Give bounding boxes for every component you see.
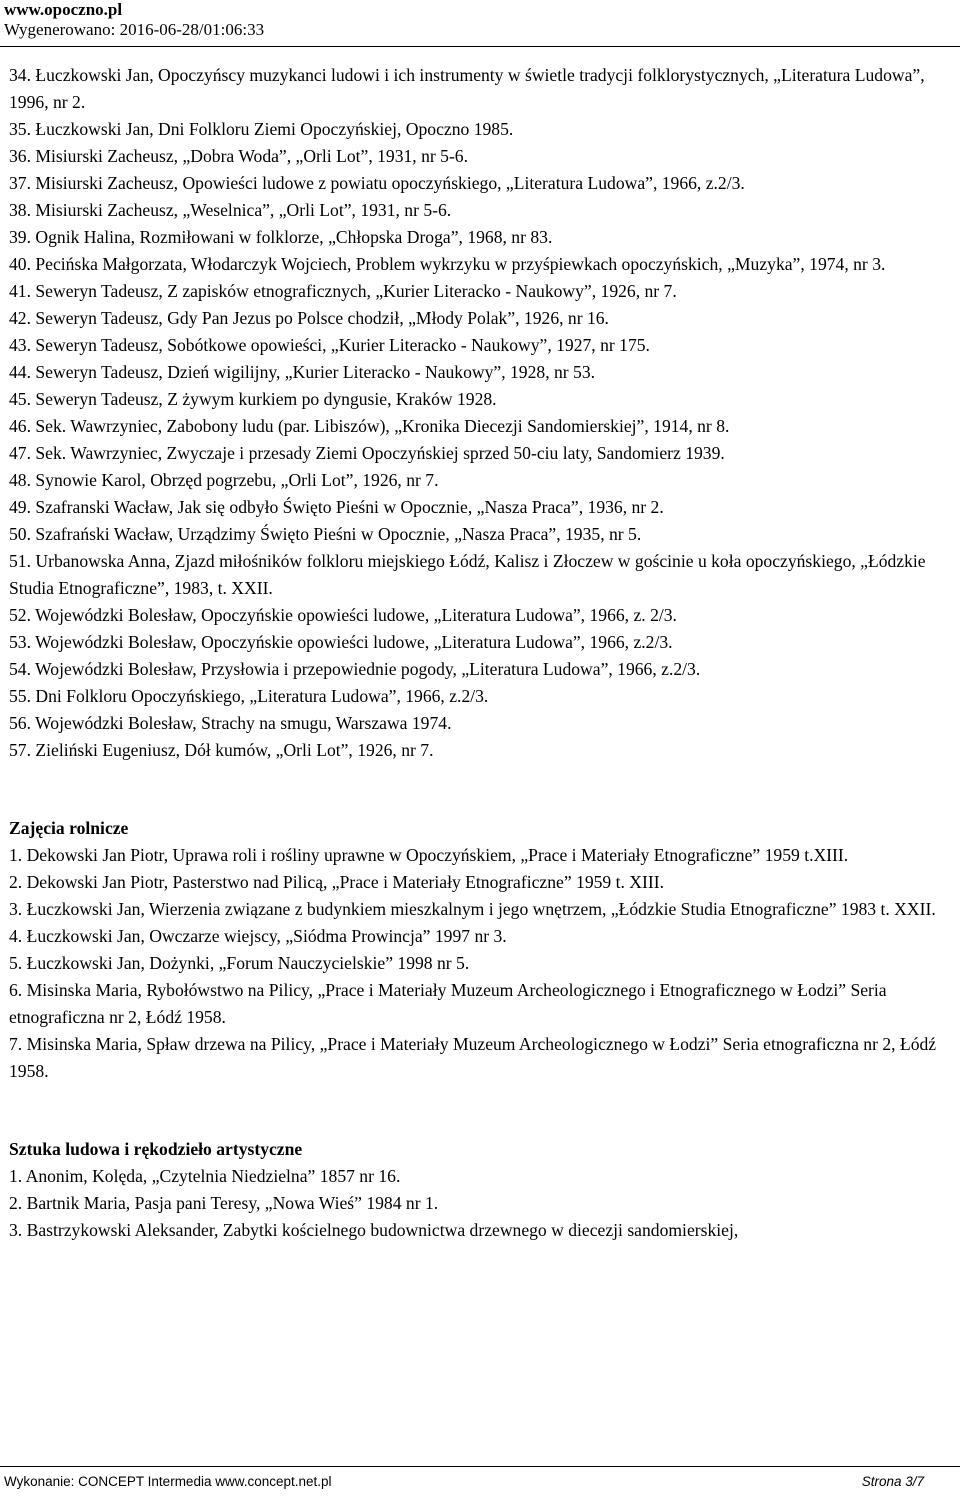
list-item: 40. Pecińska Małgorzata, Włodarczyk Wojciech, Problem wykrzyku w przyśpiewkach opoczyńskich, „Muzyka”, 1974, nr 3. (9, 254, 886, 274)
list-item: 48. Synowie Karol, Obrzęd pogrzebu, „Orli Lot”, 1926, nr 7. (9, 470, 439, 490)
list-item: 3. Bastrzykowski Aleksander, Zabytki kościelnego budownictwa drzewnego w diecezji sandomierskiej, (9, 1220, 739, 1240)
list-item: 2. Bartnik Maria, Pasja pani Teresy, „Nowa Wieś” 1984 nr 1. (9, 1193, 439, 1213)
list-item: 44. Seweryn Tadeusz, Dzień wigilijny, „Kurier Literacko - Naukowy”, 1928, nr 53. (9, 362, 596, 382)
bibliography-section-1 (9, 62, 944, 764)
list-item: 56. Wojewódzki Bolesław, Strachy na smugu, Warszawa 1974. (9, 713, 452, 733)
list-item: 1. Dekowski Jan Piotr, Uprawa roli i rośliny uprawne w Opoczyńskiem, „Prace i Materiały Etnograficzne” 1959 t.XIII. (9, 845, 849, 865)
list-item: 57. Zieliński Eugeniusz, Dół kumów, „Orli Lot”, 1926, nr 7. (9, 740, 434, 760)
list-item: 7. Misinska Maria, Spław drzewa na Pilicy, „Prace i Materiały Muzeum Archeologicznego w Łodzi” Seria etnograficzna nr 2, Łódź 1958. (9, 1034, 937, 1081)
list-item: 54. Wojewódzki Bolesław, Przysłowia i przepowiednie pogody, „Literatura Ludowa”, 1966, z.2/3. (9, 659, 701, 679)
list-item: 3. Łuczkowski Jan, Wierzenia związane z budynkiem mieszkalnym i jego wnętrzem, „Łódzkie Studia Etnograficzne” 1983 t. XXII. (9, 899, 936, 919)
list-item: 38. Misiurski Zacheusz, „Weselnica”, „Orli Lot”, 1931, nr 5-6. (9, 200, 452, 220)
list-item: 36. Misiurski Zacheusz, „Dobra Woda”, „Orli Lot”, 1931, nr 5-6. (9, 146, 469, 166)
list-item: 43. Seweryn Tadeusz, Sobótkowe opowieści, „Kurier Literacko - Naukowy”, 1927, nr 175. (9, 335, 650, 355)
list-item: 4. Łuczkowski Jan, Owczarze wiejscy, „Siódma Prowincja” 1997 nr 3. (9, 926, 507, 946)
list-item: 6. Misinska Maria, Rybołówstwo na Pilicy, „Prace i Materiały Muzeum Archeologicznego i Etnograficznego w Łodzi” Seria etnograficzna nr 2, Łódź 1958. (9, 980, 887, 1027)
list-item: 5. Łuczkowski Jan, Dożynki, „Forum Nauczycielskie” 1998 nr 5. (9, 953, 470, 973)
header-divider (0, 46, 960, 47)
list-item: 41. Seweryn Tadeusz, Z zapisków etnograficznych, „Kurier Literacko - Naukowy”, 1926, nr 7. (9, 281, 677, 301)
section-heading: Zajęcia rolnicze (9, 818, 129, 838)
list-item: 46. Sek. Wawrzyniec, Zabobony ludu (par. Libiszów), „Kronika Diecezji Sandomierskiej”, 1914, nr 8. (9, 416, 730, 436)
bibliography-section-3 (9, 1136, 944, 1244)
list-item: 51. Urbanowska Anna, Zjazd miłośników folkloru miejskiego Łódź, Kalisz i Złoczew w gościnie u koła opoczyńskiego, „Łódzkie Studia Etnograficzne”, 1983, t. XXII. (9, 551, 926, 598)
list-item: 53. Wojewódzki Bolesław, Opoczyńskie opowieści ludowe, „Literatura Ludowa”, 1966, z.2/3. (9, 632, 673, 652)
list-item: 37. Misiurski Zacheusz, Opowieści ludowe z powiatu opoczyńskiego, „Literatura Ludowa”, 1966, z.2/3. (9, 173, 745, 193)
list-item: 50. Szafrański Wacław, Urządzimy Święto Pieśni w Opocznie, „Nasza Praca”, 1935, nr 5. (9, 524, 642, 544)
list-item: 55. Dni Folkloru Opoczyńskiego, „Literatura Ludowa”, 1966, z.2/3. (9, 686, 489, 706)
list-item: 42. Seweryn Tadeusz, Gdy Pan Jezus po Polsce chodził, „Młody Polak”, 1926, nr 16. (9, 308, 609, 328)
list-item: 34. Łuczkowski Jan, Opoczyńscy muzykanci ludowi i ich instrumenty w świetle tradycji folklorystycznych, „Literatura Ludowa”, 1996, nr 2. (9, 65, 925, 112)
list-item: 49. Szafranski Wacław, Jak się odbyło Święto Pieśni w Opocznie, „Nasza Praca”, 1936, nr 2. (9, 497, 664, 517)
bibliography-section-2 (9, 815, 944, 1085)
list-item: 47. Sek. Wawrzyniec, Zwyczaje i przesady Ziemi Opoczyńskiej sprzed 50-ciu laty, Sandomierz 1939. (9, 443, 725, 463)
list-item: 45. Seweryn Tadeusz, Z żywym kurkiem po dyngusie, Kraków 1928. (9, 389, 497, 409)
list-item: 1. Anonim, Kolęda, „Czytelnia Niedzielna” 1857 nr 16. (9, 1166, 401, 1186)
generated-timestamp: Wygenerowano: 2016-06-28/01:06:33 (4, 20, 265, 39)
section-heading: Sztuka ludowa i rękodzieło artystyczne (9, 1139, 303, 1159)
footer-divider (0, 1466, 960, 1467)
list-item: 35. Łuczkowski Jan, Dni Folkloru Ziemi Opoczyńskiej, Opoczno 1985. (9, 119, 514, 139)
footer-credit[interactable]: Wykonanie: CONCEPT Intermedia www.concept.net.pl (4, 1474, 332, 1489)
site-url[interactable]: www.opoczno.pl (4, 0, 123, 19)
list-item: 39. Ognik Halina, Rozmiłowani w folklorze, „Chłopska Droga”, 1968, nr 83. (9, 227, 553, 247)
document-body (9, 62, 944, 1244)
list-item: 52. Wojewódzki Bolesław, Opoczyńskie opowieści ludowe, „Literatura Ludowa”, 1966, z. 2/3. (9, 605, 677, 625)
list-item: 2. Dekowski Jan Piotr, Pasterstwo nad Pilicą, „Prace i Materiały Etnograficzne” 1959 t. XIII. (9, 872, 664, 892)
page-number: Strona 3/7 (861, 1474, 924, 1489)
